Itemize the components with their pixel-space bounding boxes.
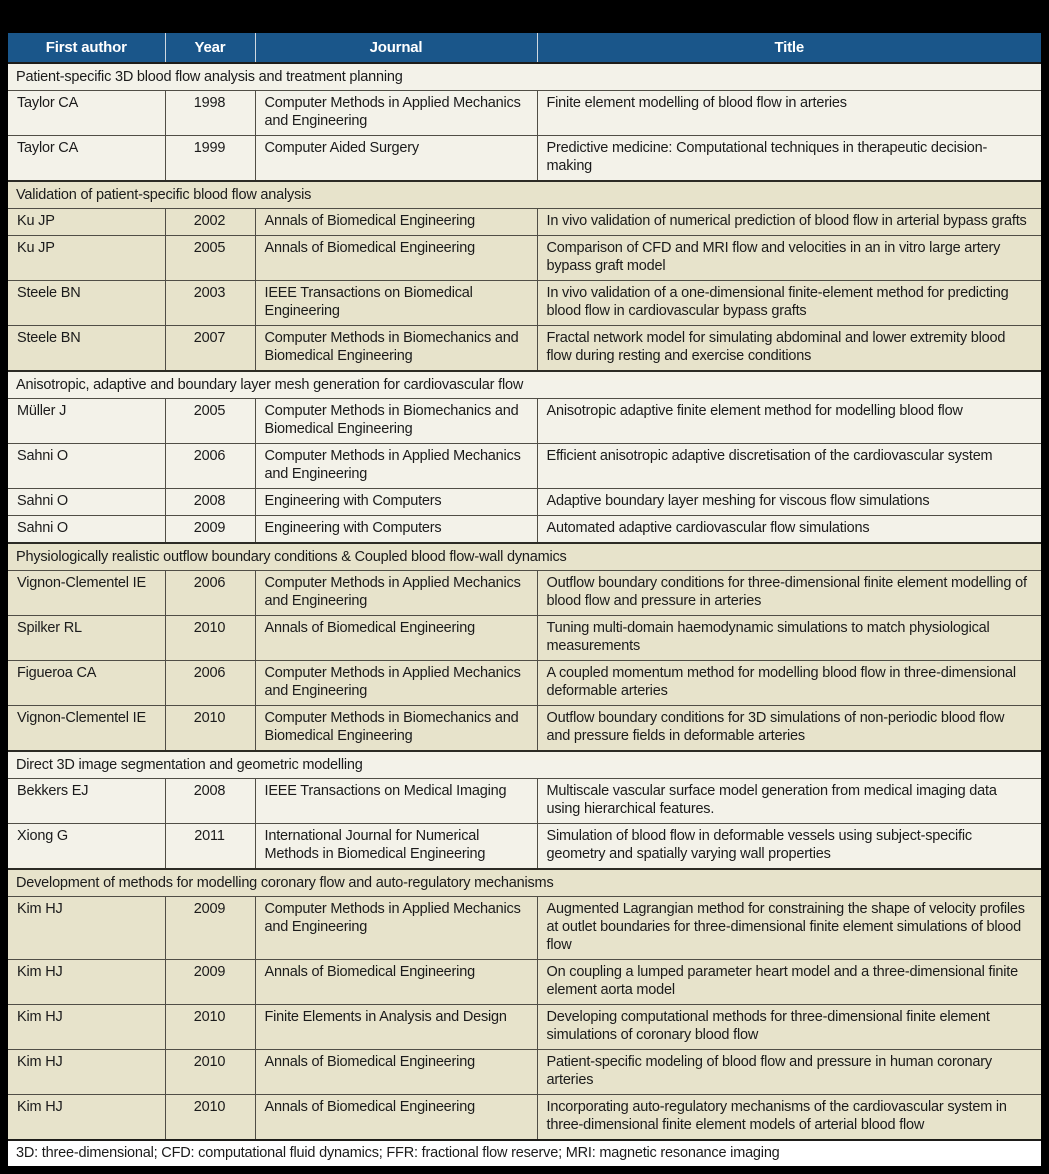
section-header-row xyxy=(8,543,1041,571)
publication-row xyxy=(8,136,1041,182)
year-cell: 2006 xyxy=(165,661,255,706)
publication-row xyxy=(8,897,1041,960)
year-cell: 2010 xyxy=(165,1050,255,1095)
author-cell: Steele BN xyxy=(8,281,165,326)
title-cell: Tuning multi-domain haemodynamic simulations to match physiological measurements xyxy=(537,616,1041,661)
publication-row xyxy=(8,824,1041,870)
title-cell: A coupled momentum method for modelling blood flow in three-dimensional deformable arteries xyxy=(537,661,1041,706)
year-cell: 2006 xyxy=(165,571,255,616)
section-header-row xyxy=(8,869,1041,897)
author-cell: Ku JP xyxy=(8,209,165,236)
journal-cell: Annals of Biomedical Engineering xyxy=(255,236,537,281)
publication-row xyxy=(8,1005,1041,1050)
title-cell: Outflow boundary conditions for 3D simulations of non-periodic blood flow and pressure fields in deformable arteries xyxy=(537,706,1041,752)
title-cell: Fractal network model for simulating abdominal and lower extremity blood flow during resting and exercise conditions xyxy=(537,326,1041,372)
section-header-row xyxy=(8,751,1041,779)
journal-cell: Annals of Biomedical Engineering xyxy=(255,1095,537,1141)
title-cell: Patient-specific modeling of blood flow and pressure in human coronary arteries xyxy=(537,1050,1041,1095)
journal-cell: Computer Methods in Applied Mechanics and Engineering xyxy=(255,571,537,616)
year-cell: 2005 xyxy=(165,399,255,444)
section-heading: Patient-specific 3D blood flow analysis and treatment planning xyxy=(8,63,1041,91)
author-cell: Kim HJ xyxy=(8,897,165,960)
title-cell: Comparison of CFD and MRI flow and velocities in an in vitro large artery bypass graft model xyxy=(537,236,1041,281)
author-cell: Kim HJ xyxy=(8,1095,165,1141)
column-header-title: Title xyxy=(537,33,1041,63)
year-cell: 2009 xyxy=(165,960,255,1005)
author-cell: Steele BN xyxy=(8,326,165,372)
journal-cell: Computer Methods in Biomechanics and Biomedical Engineering xyxy=(255,706,537,752)
year-cell: 2006 xyxy=(165,444,255,489)
publication-row xyxy=(8,91,1041,136)
year-cell: 2005 xyxy=(165,236,255,281)
journal-cell: Engineering with Computers xyxy=(255,489,537,516)
title-cell: Finite element modelling of blood flow in arteries xyxy=(537,91,1041,136)
section-heading: Physiologically realistic outflow boundary conditions & Coupled blood flow-wall dynamics xyxy=(8,543,1041,571)
journal-cell: Annals of Biomedical Engineering xyxy=(255,960,537,1005)
year-cell: 2009 xyxy=(165,516,255,544)
title-cell: In vivo validation of numerical prediction of blood flow in arterial bypass grafts xyxy=(537,209,1041,236)
year-cell: 2003 xyxy=(165,281,255,326)
journal-cell: IEEE Transactions on Biomedical Engineering xyxy=(255,281,537,326)
publication-row xyxy=(8,960,1041,1005)
publication-row xyxy=(8,399,1041,444)
year-cell: 1998 xyxy=(165,91,255,136)
journal-cell: Computer Aided Surgery xyxy=(255,136,537,182)
author-cell: Taylor CA xyxy=(8,136,165,182)
author-cell: Sahni O xyxy=(8,516,165,544)
journal-cell: Computer Methods in Applied Mechanics and Engineering xyxy=(255,91,537,136)
author-cell: Bekkers EJ xyxy=(8,779,165,824)
journal-cell: Annals of Biomedical Engineering xyxy=(255,209,537,236)
journal-cell: Finite Elements in Analysis and Design xyxy=(255,1005,537,1050)
year-cell: 2009 xyxy=(165,897,255,960)
author-cell: Vignon-Clementel IE xyxy=(8,706,165,752)
table-header xyxy=(8,33,1041,63)
author-cell: Xiong G xyxy=(8,824,165,870)
author-cell: Vignon-Clementel IE xyxy=(8,571,165,616)
year-cell: 2010 xyxy=(165,706,255,752)
section-header-row xyxy=(8,371,1041,399)
table-body xyxy=(8,63,1041,1140)
section-heading: Validation of patient-specific blood flow analysis xyxy=(8,181,1041,209)
title-cell: In vivo validation of a one-dimensional finite-element method for predicting blood flow in cardiovascular bypass grafts xyxy=(537,281,1041,326)
table-footer xyxy=(8,1140,1041,1166)
year-cell: 1999 xyxy=(165,136,255,182)
author-cell: Kim HJ xyxy=(8,1005,165,1050)
section-heading: Development of methods for modelling coronary flow and auto-regulatory mechanisms xyxy=(8,869,1041,897)
author-cell: Figueroa CA xyxy=(8,661,165,706)
title-cell: Multiscale vascular surface model generation from medical imaging data using hierarchical features. xyxy=(537,779,1041,824)
year-cell: 2007 xyxy=(165,326,255,372)
year-cell: 2010 xyxy=(165,616,255,661)
journal-cell: Computer Methods in Applied Mechanics and Engineering xyxy=(255,444,537,489)
author-cell: Kim HJ xyxy=(8,960,165,1005)
journal-cell: Computer Methods in Applied Mechanics and Engineering xyxy=(255,897,537,960)
publication-row xyxy=(8,209,1041,236)
year-cell: 2008 xyxy=(165,779,255,824)
publication-row xyxy=(8,571,1041,616)
publication-row xyxy=(8,1095,1041,1141)
header-row xyxy=(8,33,1041,63)
journal-cell: Engineering with Computers xyxy=(255,516,537,544)
title-cell: Developing computational methods for three-dimensional finite element simulations of coronary blood flow xyxy=(537,1005,1041,1050)
author-cell: Taylor CA xyxy=(8,91,165,136)
title-cell: Augmented Lagrangian method for constraining the shape of velocity profiles at outlet boundaries for three-dimensional finite element simulations of blood flow xyxy=(537,897,1041,960)
section-heading: Anisotropic, adaptive and boundary layer mesh generation for cardiovascular flow xyxy=(8,371,1041,399)
author-cell: Spilker RL xyxy=(8,616,165,661)
abbreviations-footnote: 3D: three-dimensional; CFD: computational fluid dynamics; FFR: fractional flow reserve; MRI: magnetic resonance imaging xyxy=(8,1140,1041,1166)
year-cell: 2010 xyxy=(165,1095,255,1141)
journal-cell: Computer Methods in Biomechanics and Biomedical Engineering xyxy=(255,326,537,372)
publication-row xyxy=(8,616,1041,661)
author-cell: Sahni O xyxy=(8,444,165,489)
publication-row xyxy=(8,489,1041,516)
footnote-row xyxy=(8,1140,1041,1166)
journal-cell: IEEE Transactions on Medical Imaging xyxy=(255,779,537,824)
publication-row xyxy=(8,706,1041,752)
year-cell: 2011 xyxy=(165,824,255,870)
publication-row xyxy=(8,661,1041,706)
title-cell: Incorporating auto-regulatory mechanisms of the cardiovascular system in three-dimensional finite element models of arterial blood flow xyxy=(537,1095,1041,1141)
publication-row xyxy=(8,326,1041,372)
section-header-row xyxy=(8,63,1041,91)
title-cell: Outflow boundary conditions for three-dimensional finite element modelling of blood flow and pressure in arteries xyxy=(537,571,1041,616)
author-cell: Ku JP xyxy=(8,236,165,281)
section-heading: Direct 3D image segmentation and geometric modelling xyxy=(8,751,1041,779)
title-cell: Adaptive boundary layer meshing for viscous flow simulations xyxy=(537,489,1041,516)
title-cell: On coupling a lumped parameter heart model and a three-dimensional finite element aorta model xyxy=(537,960,1041,1005)
year-cell: 2008 xyxy=(165,489,255,516)
column-header-year: Year xyxy=(165,33,255,63)
journal-cell: International Journal for Numerical Methods in Biomedical Engineering xyxy=(255,824,537,870)
year-cell: 2010 xyxy=(165,1005,255,1050)
title-cell: Automated adaptive cardiovascular flow simulations xyxy=(537,516,1041,544)
title-cell: Predictive medicine: Computational techniques in therapeutic decision-making xyxy=(537,136,1041,182)
title-cell: Simulation of blood flow in deformable vessels using subject-specific geometry and spatially varying wall properties xyxy=(537,824,1041,870)
section-header-row xyxy=(8,181,1041,209)
publication-row xyxy=(8,236,1041,281)
author-cell: Müller J xyxy=(8,399,165,444)
publication-row xyxy=(8,779,1041,824)
author-cell: Sahni O xyxy=(8,489,165,516)
publication-row xyxy=(8,281,1041,326)
column-header-journal: Journal xyxy=(255,33,537,63)
journal-cell: Computer Methods in Applied Mechanics and Engineering xyxy=(255,661,537,706)
column-header-first-author: First author xyxy=(8,33,165,63)
journal-cell: Annals of Biomedical Engineering xyxy=(255,616,537,661)
publication-row xyxy=(8,516,1041,544)
publications-table xyxy=(8,33,1041,1166)
title-cell: Efficient anisotropic adaptive discretisation of the cardiovascular system xyxy=(537,444,1041,489)
journal-cell: Annals of Biomedical Engineering xyxy=(255,1050,537,1095)
publication-row xyxy=(8,444,1041,489)
journal-cell: Computer Methods in Biomechanics and Biomedical Engineering xyxy=(255,399,537,444)
title-cell: Anisotropic adaptive finite element method for modelling blood flow xyxy=(537,399,1041,444)
publication-row xyxy=(8,1050,1041,1095)
year-cell: 2002 xyxy=(165,209,255,236)
author-cell: Kim HJ xyxy=(8,1050,165,1095)
